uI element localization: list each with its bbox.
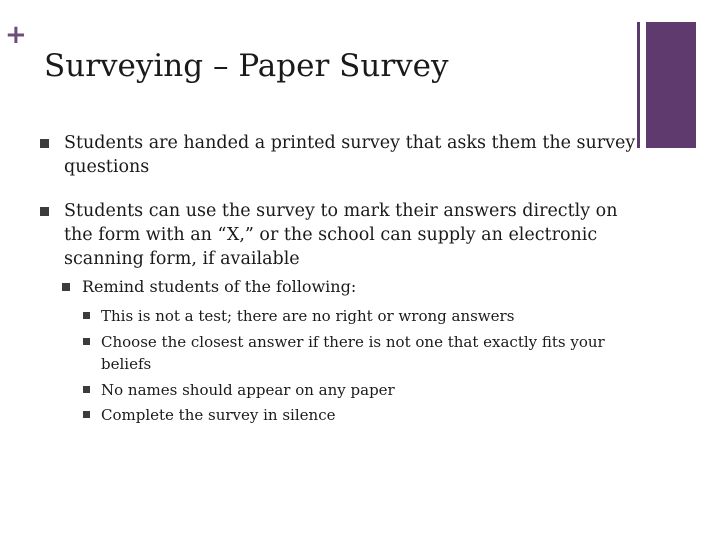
sub-sub-bullet-text: No names should appear on any paper [101, 381, 395, 399]
bullet-square-icon [40, 139, 49, 148]
sub-bullet-text: Remind students of the following: [82, 277, 357, 296]
sub-sub-bullet-text: Complete the survey in silence [101, 406, 336, 424]
bullet-square-icon [83, 386, 90, 393]
slide-title: Surveying – Paper Survey [44, 48, 449, 84]
sub-sub-bullet-text: Choose the closest answer if there is not one that exactly fits your beliefs [101, 333, 605, 373]
plus-mark: + [5, 20, 27, 50]
bullet-text: Students can use the survey to mark their answers directly on the form with an “X,” or the school can supply an electronic scanning form, if available [64, 201, 618, 269]
bullet-square-icon [83, 411, 90, 418]
bullet-square-icon [83, 312, 90, 319]
bullet-text: Students are handed a printed survey that asks them the survey questions [64, 133, 636, 177]
bullet-square-icon [83, 338, 90, 345]
sub-sub-bullet-text: This is not a test; there are no right or wrong answers [101, 307, 515, 325]
bullet-square-icon [62, 283, 70, 291]
bullet-square-icon [40, 207, 49, 216]
